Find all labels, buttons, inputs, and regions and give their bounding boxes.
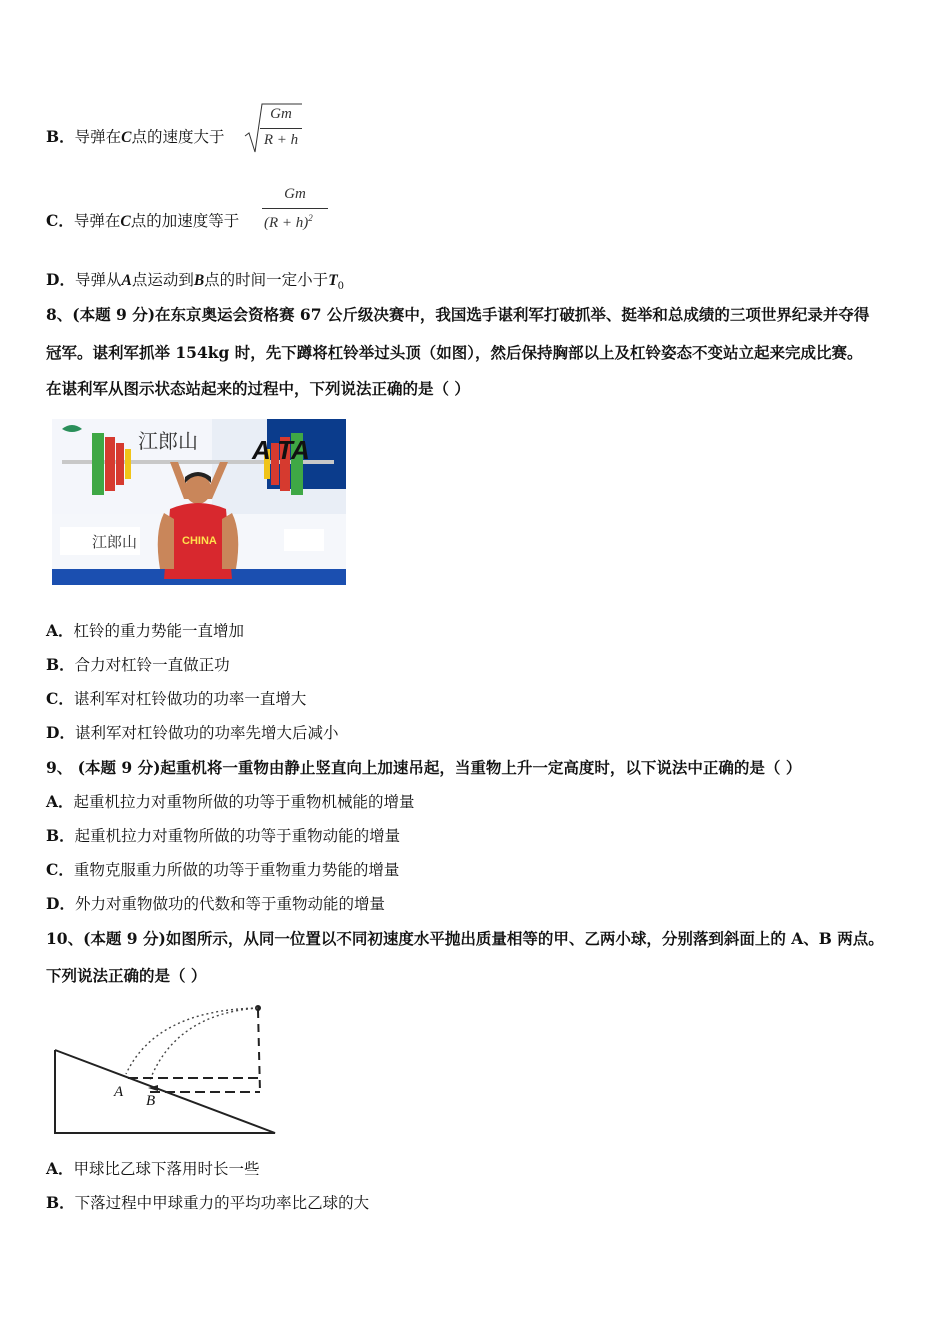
option-letter: C． <box>46 211 74 230</box>
point-a-label: A <box>114 1084 124 1100</box>
q8-option-d: D．谌利军对杠铃做功的功率先增大后减小 <box>46 723 339 742</box>
variable-b: B <box>193 272 205 289</box>
q9-option-b: B．起重机拉力对重物所做的功等于重物动能的增量 <box>46 826 401 845</box>
variable-c: C <box>121 129 132 146</box>
q10-option-b: B．下落过程中甲球重力的平均功率比乙球的大 <box>46 1193 370 1212</box>
photo-banner-text: 江郎山 <box>92 533 138 551</box>
fraction-denominator: R + h <box>263 132 299 148</box>
fraction <box>260 106 302 152</box>
q8-option-a: A．杠铃的重力势能一直增加 <box>46 621 245 640</box>
q7-option-c <box>46 211 239 232</box>
q8-option-b: B．合力对杠铃一直做正功 <box>46 655 230 674</box>
photo-banner-text: 江郎山 <box>138 429 198 453</box>
fraction-bar <box>260 128 302 129</box>
photo-brand-text: A TA <box>252 435 310 465</box>
photo-shirt-text: CHINA <box>182 535 217 547</box>
projectile-incline-diagram <box>46 1000 286 1142</box>
option-text: 导弹在 <box>74 128 122 146</box>
fraction-denominator: $(R + h)^2$ <box>264 213 313 231</box>
q7-option-d <box>46 270 344 297</box>
point-b-label: B <box>146 1093 156 1109</box>
q9-stem: 9、 (本题 9 分)起重机将一重物由静止竖直向上加速吊起，当重物上升一定高度时，以下说法中正确的是（ ） <box>46 758 802 777</box>
variable-c: C <box>120 213 131 230</box>
option-letter: B． <box>46 127 75 146</box>
option-text: 点的时间一定小于 <box>204 271 329 289</box>
q8-stem-line2: 冠军。谌利军抓举 154kg 时，先下蹲将杠铃举过头顶（如图），然后保持胸部以上及杠铃姿态不变站立起来完成比赛。 <box>46 343 863 362</box>
q10-option-a: A．甲球比乙球下落用时长一些 <box>46 1159 260 1178</box>
option-text: 点运动到 <box>131 271 194 289</box>
subscript: 0 <box>337 281 345 293</box>
variable-a: A <box>121 272 132 289</box>
fraction-bar <box>262 208 328 209</box>
q10-stem-line2: 下列说法正确的是（ ） <box>46 966 207 985</box>
q8-stem-line1: 8、(本题 9 分)在东京奥运会资格赛 67 公斤级决赛中，我国选手谌利军打破抓举、挺举和总成绩的三项世界纪录并夺得 <box>46 305 870 324</box>
option-text: 点的加速度等于 <box>130 212 240 230</box>
q7-option-b <box>46 127 224 148</box>
q10-stem-line1: 10、(本题 9 分)如图所示，从同一位置以不同初速度水平抛出质量相等的甲、乙两小球，分别落到斜面上的 A、B 两点。 <box>46 929 884 948</box>
option-letter: D． <box>46 270 75 289</box>
fraction-numerator: Gm <box>270 106 292 122</box>
fraction-numerator: Gm <box>284 186 306 202</box>
q9-option-c: C．重物克服重力所做的功等于重物重力势能的增量 <box>46 860 400 879</box>
q9-option-d: D．外力对重物做功的代数和等于重物动能的增量 <box>46 894 385 913</box>
q8-stem-line3: 在谌利军从图示状态站起来的过程中，下列说法正确的是（ ） <box>46 379 470 398</box>
weightlifter-photo <box>52 419 346 585</box>
fraction <box>262 186 328 236</box>
q8-option-c: C．谌利军对杠铃做功的功率一直增大 <box>46 689 307 708</box>
q9-option-a: A．起重机拉力对重物所做的功等于重物机械能的增量 <box>46 792 415 811</box>
option-text: 点的速度大于 <box>131 128 225 146</box>
option-text: 导弹从 <box>74 271 122 289</box>
variable-t: T <box>328 272 338 289</box>
option-text: 导弹在 <box>73 212 121 230</box>
sqrt-formula <box>244 102 304 154</box>
